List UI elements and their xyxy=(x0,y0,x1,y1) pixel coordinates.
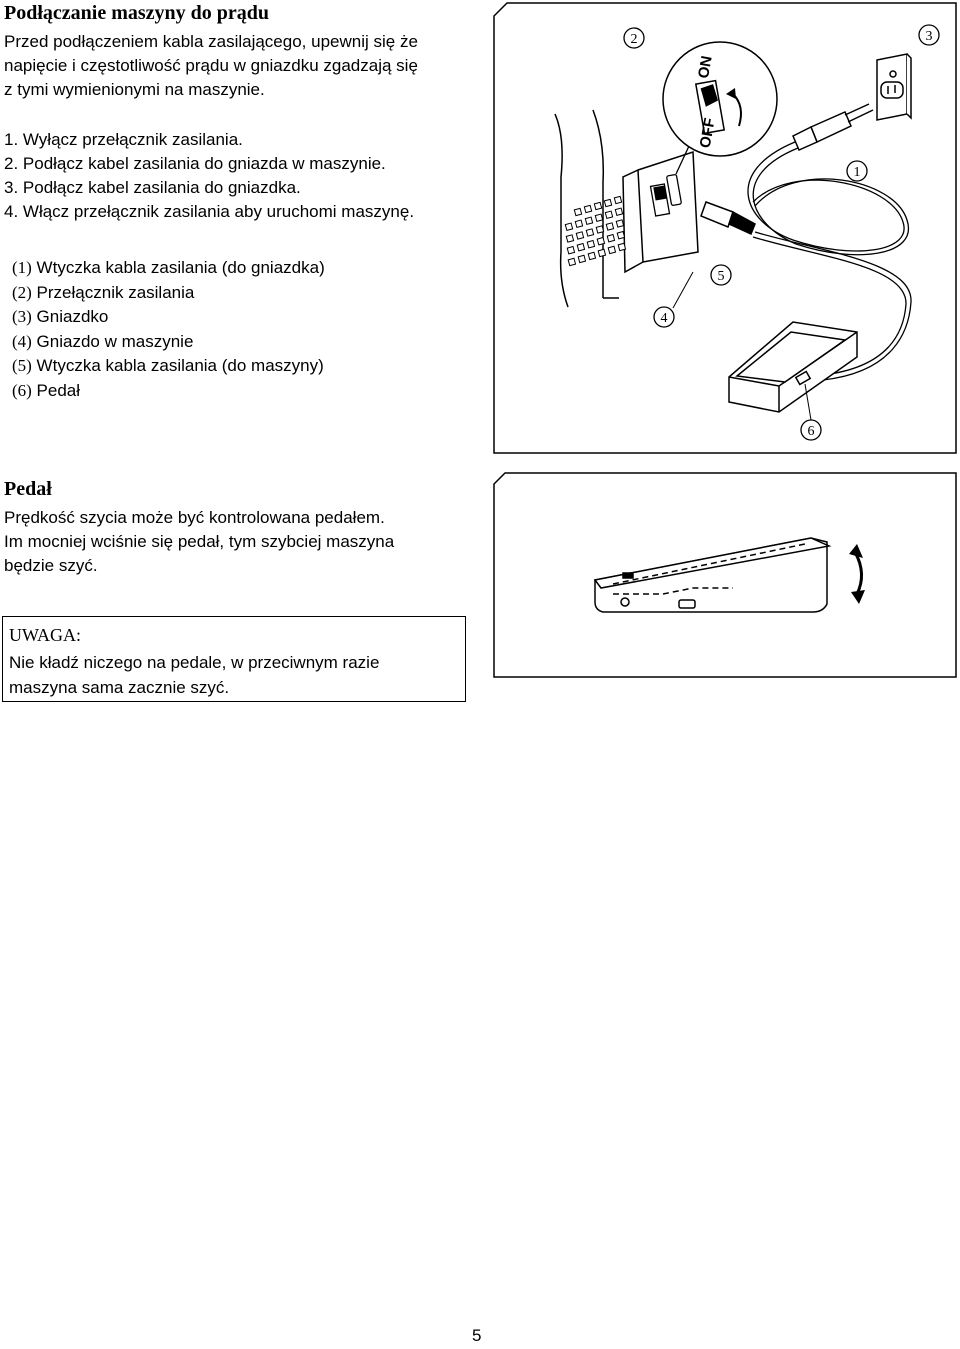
switch-zoom-circle xyxy=(663,42,777,156)
vent-hole xyxy=(607,235,614,242)
pedal-side-figure xyxy=(493,472,957,678)
figure-legend xyxy=(12,256,325,403)
intro-line: Przed podłączeniem kabla zasilającego, upewnij się że xyxy=(4,32,418,51)
legend-text: Pedał xyxy=(31,380,81,400)
vent-hole xyxy=(606,223,613,230)
callout-6 xyxy=(801,420,821,440)
note-line: maszyna sama zacznie szyć. xyxy=(9,678,230,697)
vent-hole xyxy=(574,208,581,215)
callout-3 xyxy=(919,25,939,45)
legend-text: Wtyczka kabla zasilania (do maszyny) xyxy=(31,356,324,375)
vent-hole xyxy=(598,249,605,256)
vent-hole xyxy=(605,211,612,218)
svg-text:2: 2 xyxy=(630,32,638,47)
note-text xyxy=(9,650,379,700)
vent-hole xyxy=(616,220,623,227)
vent-hole xyxy=(568,258,575,265)
vent-hole xyxy=(587,241,594,248)
vent-hole xyxy=(586,229,593,236)
step-item: 2. Podłącz kabel zasilania do gniazda w maszynie. xyxy=(4,154,386,173)
vent-hole xyxy=(597,238,604,245)
press-arrow-icon xyxy=(849,544,865,604)
pedal-text xyxy=(4,506,394,578)
svg-text:5: 5 xyxy=(717,269,725,284)
legend-item xyxy=(12,281,325,306)
pedal-text-line: Prędkość szycia może być kontrolowana pedałem. xyxy=(4,508,385,527)
vent-hole xyxy=(584,205,591,212)
legend-number: (2) xyxy=(12,282,32,302)
callout-1 xyxy=(847,161,867,181)
vent-hole xyxy=(608,246,615,253)
machine-body xyxy=(555,110,698,307)
legend-item xyxy=(12,305,325,330)
svg-text:1: 1 xyxy=(853,165,861,180)
legend-item xyxy=(12,330,325,355)
vent-hole xyxy=(578,255,585,262)
pedal-text-line: Im mocniej wciśnie się pedał, tym szybciej maszyna xyxy=(4,532,395,551)
callout-5 xyxy=(711,265,731,285)
legend-number: (6) xyxy=(12,380,32,400)
intro-text xyxy=(4,30,418,102)
legend-item xyxy=(12,379,325,404)
pedal-side-icon xyxy=(595,538,829,612)
vent-hole xyxy=(595,214,602,221)
vent-holes xyxy=(565,196,625,265)
step-item: 3. Podłącz kabel zasilania do gniazdka. xyxy=(4,178,301,197)
machine-plug-icon xyxy=(701,202,755,234)
vent-hole xyxy=(566,235,573,242)
legend-number: (5) xyxy=(12,356,32,375)
wall-outlet-icon xyxy=(877,54,911,120)
vent-hole xyxy=(588,252,595,259)
switch-on-label: ON xyxy=(695,54,716,80)
steps-list xyxy=(4,128,414,224)
svg-text:3: 3 xyxy=(925,29,933,44)
legend-text: Gniazdko xyxy=(31,307,109,326)
legend-item xyxy=(12,256,325,281)
callout-4 xyxy=(654,307,674,327)
power-connection-figure xyxy=(493,2,957,454)
page-number: 5 xyxy=(472,1326,482,1345)
vent-hole xyxy=(577,244,584,251)
step-item: 1. Wyłącz przełącznik zasilania. xyxy=(4,130,243,149)
legend-item xyxy=(12,354,325,379)
legend-text: Gniazdo w maszynie xyxy=(31,331,194,351)
vent-hole xyxy=(615,208,622,215)
svg-text:4: 4 xyxy=(660,311,668,326)
vent-hole xyxy=(617,232,624,239)
svg-text:6: 6 xyxy=(807,424,815,439)
pedal-text-line: będzie szyć. xyxy=(4,556,98,575)
vent-hole xyxy=(565,223,572,230)
section-title-pedal: Pedał xyxy=(4,478,52,500)
vent-hole xyxy=(585,217,592,224)
vent-hole xyxy=(594,202,601,209)
step-item: 4. Włącz przełącznik zasilania aby uruchomi maszynę. xyxy=(4,202,415,221)
foot-pedal-icon xyxy=(729,322,857,412)
legend-text: Przełącznik zasilania xyxy=(31,282,195,302)
vent-hole xyxy=(618,243,625,250)
warning-note xyxy=(2,616,466,702)
vent-hole xyxy=(604,199,611,206)
section-title-power: Podłączanie maszyny do prądu xyxy=(4,2,270,24)
legend-number: (4) xyxy=(12,331,32,351)
legend-number: (3) xyxy=(12,307,32,326)
intro-line: napięcie i częstotliwość prądu w gniazdku zgadzają się xyxy=(4,56,418,75)
note-line: Nie kładź niczego na pedale, w przeciwnym razie xyxy=(9,653,380,672)
vent-hole xyxy=(575,220,582,227)
intro-line: z tymi wymienionymi na maszynie. xyxy=(4,80,265,99)
wall-plug-icon xyxy=(793,104,873,150)
vent-hole xyxy=(567,247,574,254)
vent-hole xyxy=(596,226,603,233)
vent-hole xyxy=(614,196,621,203)
note-title: UWAGA: xyxy=(9,625,81,645)
legend-text: Wtyczka kabla zasilania (do gniazdka) xyxy=(31,258,325,277)
legend-number: (1) xyxy=(12,258,32,277)
callout-2 xyxy=(624,28,644,48)
machine-socket-icon xyxy=(651,174,682,216)
switch-off-label: OFF xyxy=(696,116,719,150)
vent-hole xyxy=(576,232,583,239)
